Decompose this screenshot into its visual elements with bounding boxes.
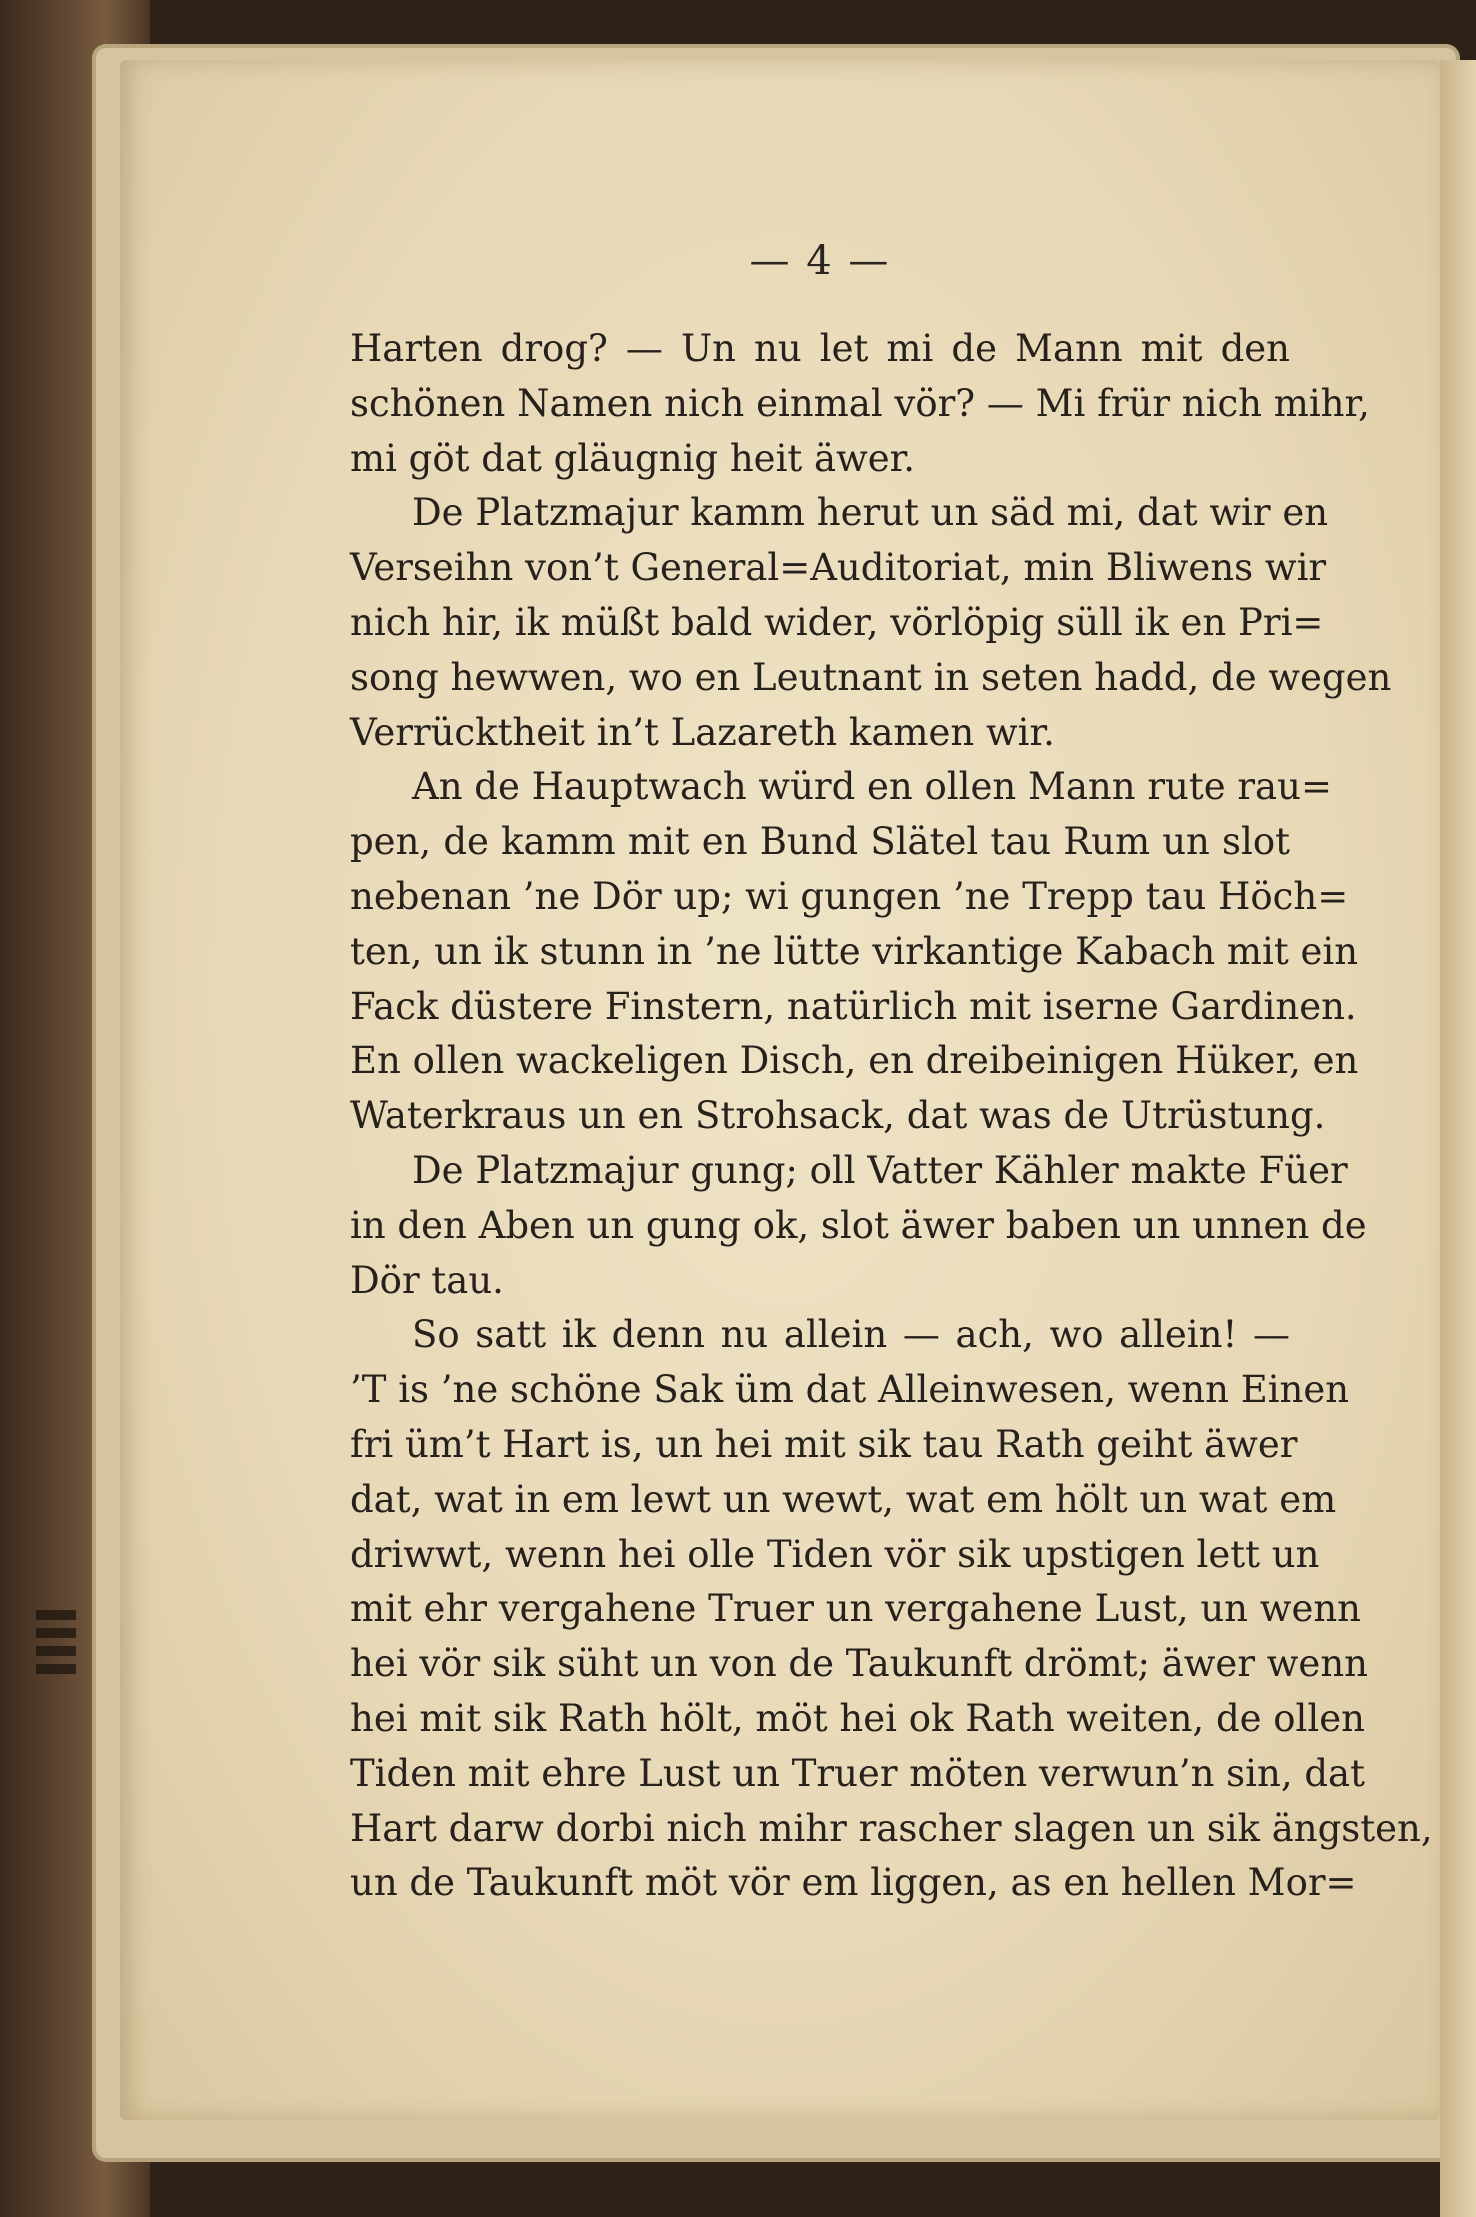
- spine-band: [36, 1664, 76, 1674]
- text-line: in den Aben un gung ok, slot äwer baben un unnen de: [350, 1203, 1367, 1247]
- text-line: nich hir, ik müßt bald wider, vörlöpig süll ik en Pri=: [350, 600, 1324, 644]
- text-line: En ollen wackeligen Disch, en dreibeinigen Hüker, en: [350, 1039, 1359, 1083]
- text-line: An de Hauptwach würd en ollen Mann rute rau=: [412, 765, 1332, 809]
- text-line: De Platzmajur gung; oll Vatter Kähler makte Füer: [412, 1148, 1348, 1192]
- text-line: ’T is ’ne schöne Sak üm dat Alleinwesen, wenn Einen: [350, 1368, 1350, 1412]
- spine-band: [36, 1646, 76, 1656]
- page-number: — 4 —: [749, 238, 891, 284]
- text-line: hei vör sik süht un von de Taukunft drömt; äwer wenn: [350, 1642, 1368, 1686]
- text-line: Verseihn von’t General=Auditoriat, min Bliwens wir: [350, 546, 1327, 590]
- text-line: schönen Namen nich einmal vör? — Mi frür nich mihr,: [350, 381, 1370, 425]
- text-line: Verrücktheit in’t Lazareth kamen wir.: [350, 710, 1055, 754]
- spine-band: [36, 1610, 76, 1620]
- text-line: un de Taukunft möt vör em liggen, as en hellen Mor=: [350, 1861, 1357, 1905]
- right-gutter: [1440, 60, 1476, 2217]
- text-line: Harten drog? — Un nu let mi de Mann mit den: [350, 327, 1290, 370]
- text-line: Dör tau.: [350, 1258, 504, 1302]
- text-line: song hewwen, wo en Leutnant in seten hadd, de wegen: [350, 655, 1392, 699]
- text-line: mit ehr vergahene Truer un vergahene Lust, un wenn: [350, 1587, 1361, 1631]
- text-line: De Platzmajur kamm herut un säd mi, dat wir en: [412, 491, 1329, 535]
- text-line: dat, wat in em lewt un wewt, wat em hölt un wat em: [350, 1477, 1337, 1521]
- text-line: Fack düstere Finstern, natürlich mit iserne Gardinen.: [350, 984, 1357, 1028]
- text-line: So satt ik denn nu allein — ach, wo allein! —: [412, 1313, 1290, 1357]
- text-line: Tiden mit ehre Lust un Truer möten verwun’n sin, dat: [350, 1751, 1365, 1795]
- text-line: mi göt dat gläugnig heit äwer.: [350, 436, 916, 480]
- spine-band: [36, 1628, 76, 1638]
- text-line: pen, de kamm mit en Bund Slätel tau Rum un slot: [350, 820, 1290, 864]
- body-text: [350, 322, 1433, 1911]
- text-line: nebenan ’ne Dör up; wi gungen ’ne Trepp tau Höch=: [350, 874, 1349, 918]
- text-line: Hart darw dorbi nich mihr rascher slagen un sik ängsten,: [350, 1806, 1433, 1850]
- text-line: ten, un ik stunn in ’ne lütte virkantige Kabach mit ein: [350, 929, 1359, 973]
- text-line: hei mit sik Rath hölt, möt hei ok Rath weiten, de ollen: [350, 1696, 1365, 1740]
- text-line: Waterkraus un en Strohsack, dat was de Utrüstung.: [350, 1094, 1326, 1138]
- text-line: driwwt, wenn hei olle Tiden vör sik upstigen lett un: [350, 1532, 1320, 1576]
- text-line: fri üm’t Hart is, un hei mit sik tau Rath geiht äwer: [350, 1422, 1298, 1466]
